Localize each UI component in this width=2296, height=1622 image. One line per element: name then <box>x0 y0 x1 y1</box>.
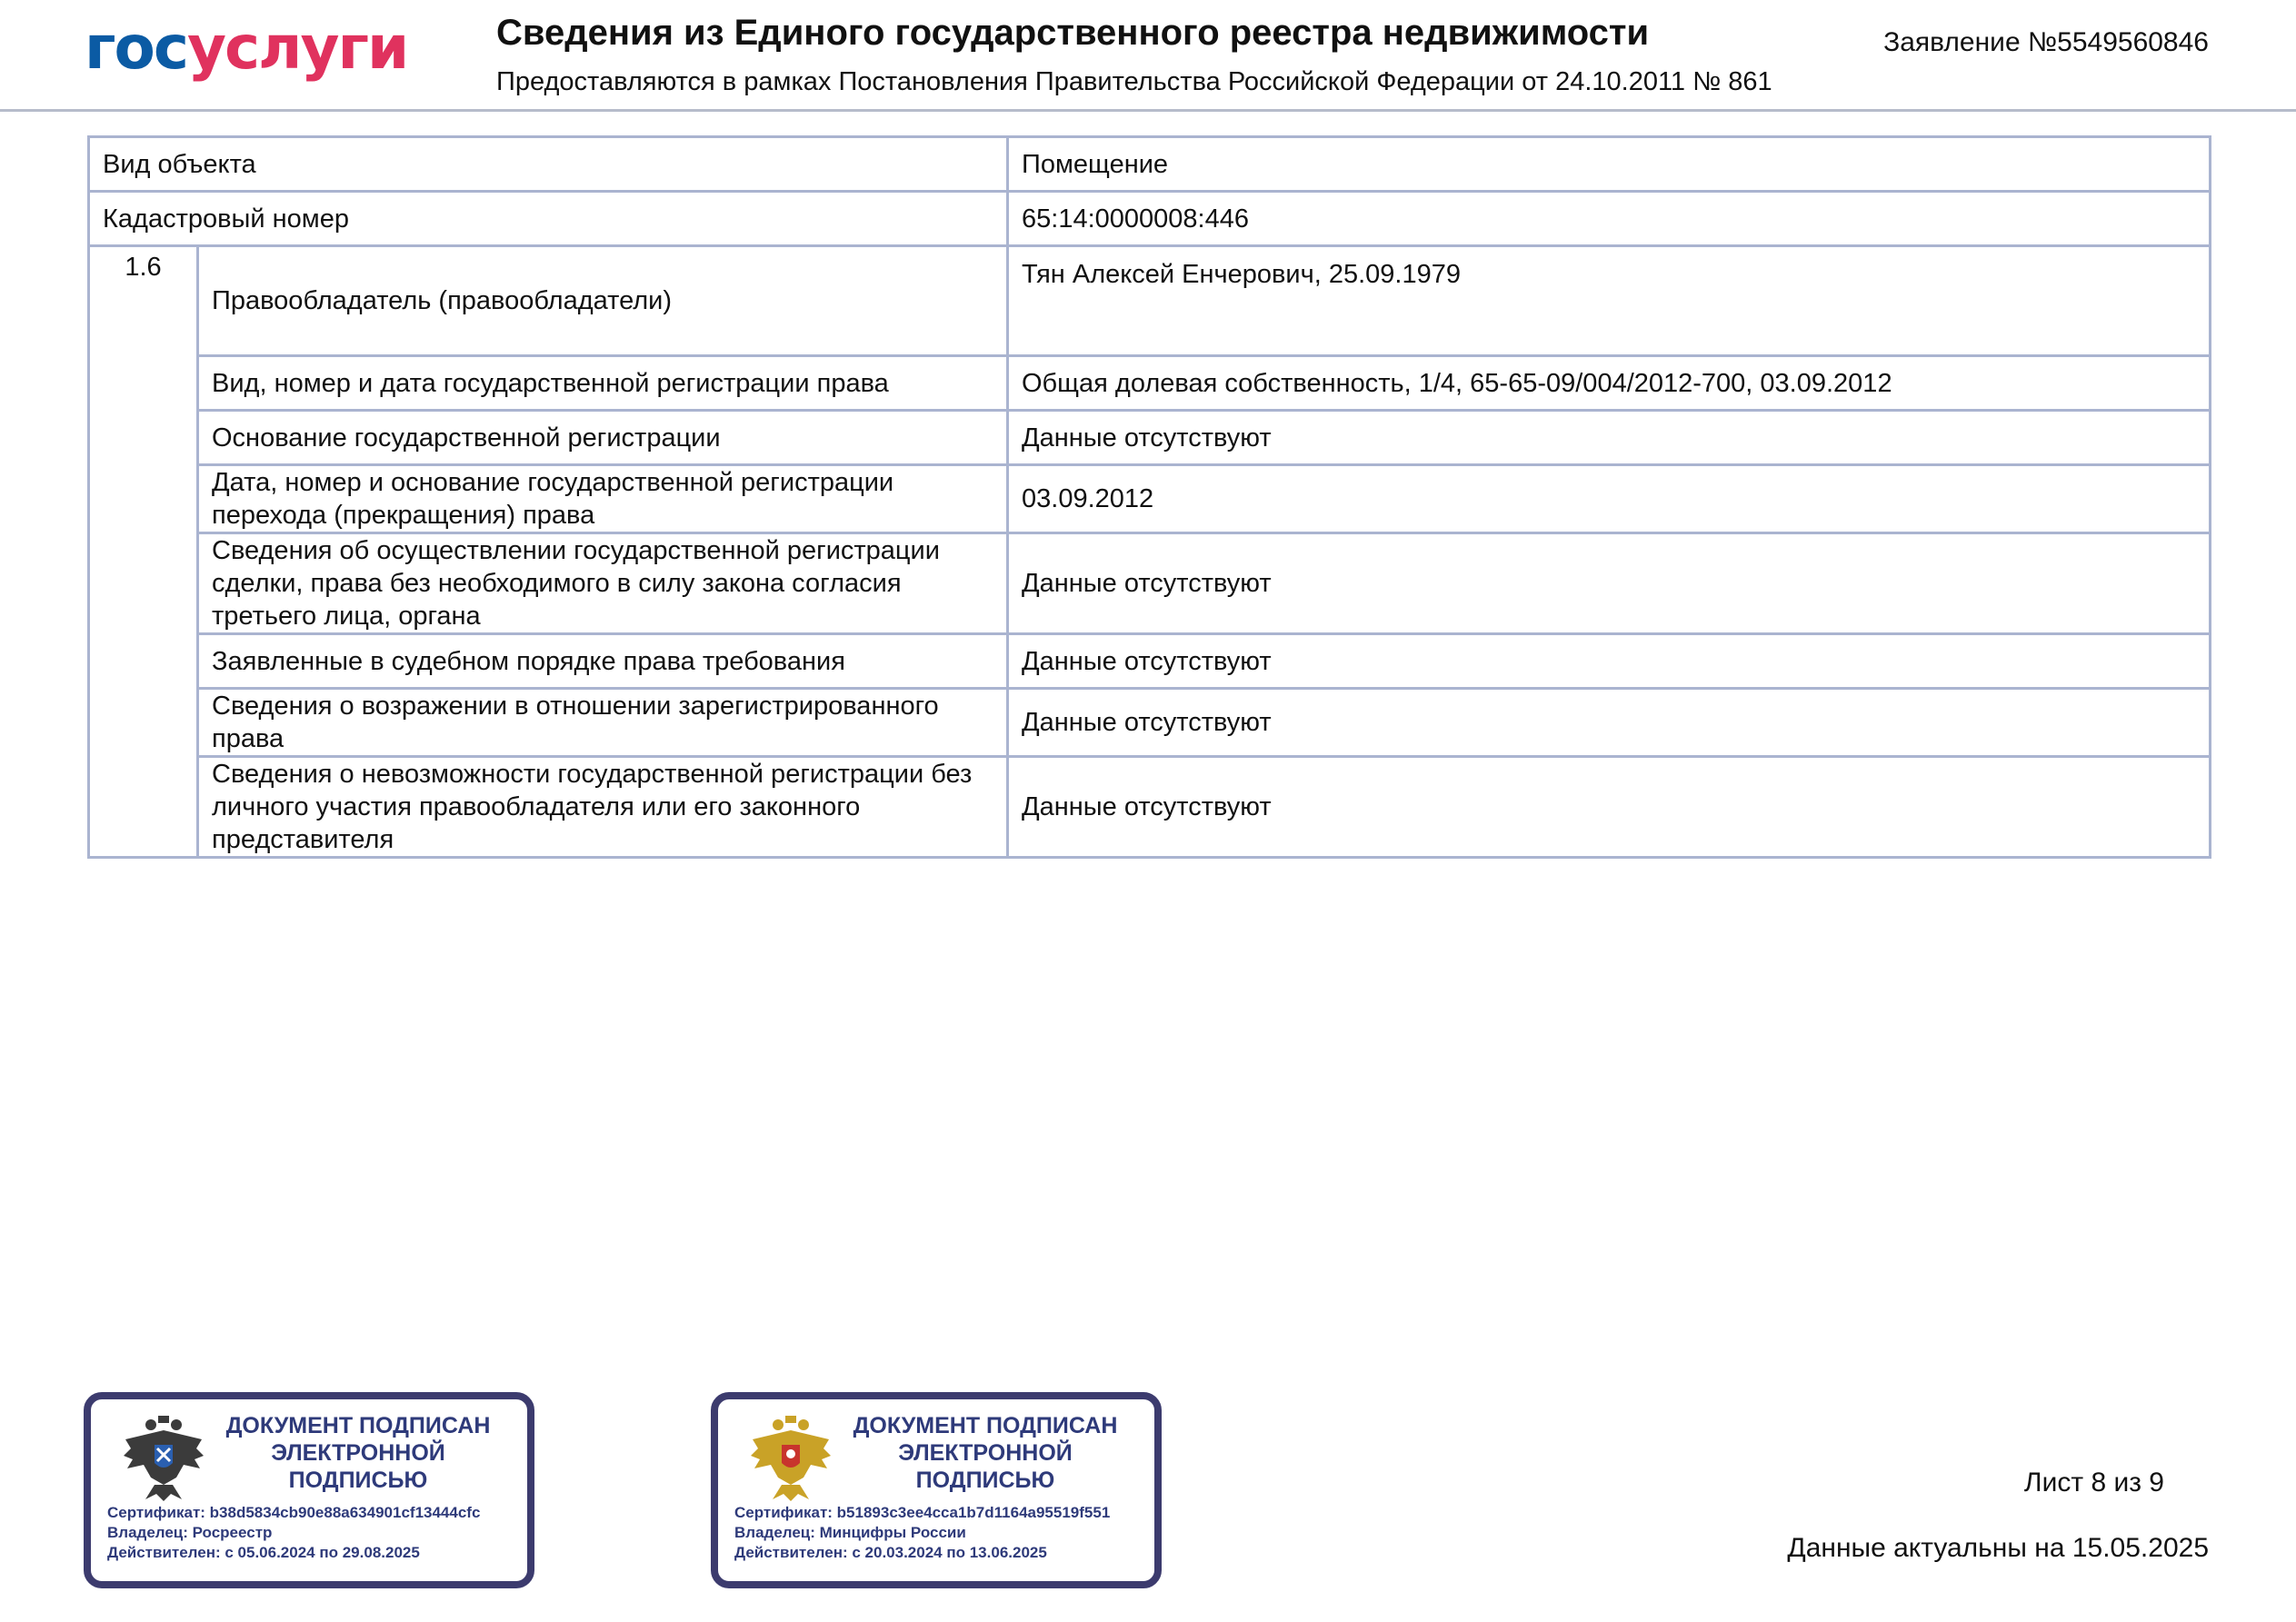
table-row <box>89 757 2211 858</box>
stamp-certificate: Сертификат: b51893c3ee4cca1b7d1164a95519f551 <box>734 1504 1111 1521</box>
table-row-object-type <box>89 137 2211 192</box>
russia-coat-of-arms-icon <box>745 1412 836 1503</box>
cadastral-value: 65:14:0000008:446 <box>1008 192 2211 246</box>
row-label: Сведения об осуществлении государственной регистрации сделки, права без необходимого в силу закона согласия третьего лица, органа <box>198 533 1008 634</box>
row-value: Данные отсутствуют <box>1008 757 2211 858</box>
row-label: Заявленные в судебном порядке права требования <box>198 634 1008 689</box>
table-row <box>89 411 2211 465</box>
row-value: Общая долевая собственность, 1/4, 65-65-09/004/2012-700, 03.09.2012 <box>1008 356 2211 411</box>
table-row <box>89 356 2211 411</box>
sheet-number: Лист 8 из 9 <box>2023 1468 2164 1498</box>
row-value: Тян Алексей Енчерович, 25.09.1979 <box>1008 246 2211 356</box>
signature-stamp-rosreestr <box>84 1392 534 1588</box>
table-row-cadastral <box>89 192 2211 246</box>
row-label: Сведения о возражении в отношении зарегистрированного права <box>198 689 1008 757</box>
stamp-validity: Действителен: с 20.03.2024 по 13.06.2025 <box>734 1544 1047 1561</box>
row-value: 03.09.2012 <box>1008 465 2211 533</box>
row-value: Данные отсутствуют <box>1008 689 2211 757</box>
stamp-certificate: Сертификат: b38d5834cb90e88a634901cf13444cfc <box>107 1504 481 1521</box>
stamp-details <box>107 1503 480 1563</box>
table-row <box>89 689 2211 757</box>
stamp-validity: Действителен: с 05.06.2024 по 29.08.2025 <box>107 1544 420 1561</box>
data-actual-date: Данные актуальны на 15.05.2025 <box>1787 1533 2209 1563</box>
table-row <box>89 465 2211 533</box>
row-label: Сведения о невозможности государственной регистрации без личного участия правообладателя или его законного представителя <box>198 757 1008 858</box>
object-type-value: Помещение <box>1008 137 2211 192</box>
stamp-owner: Владелец: Минцифры России <box>734 1524 966 1541</box>
row-label: Дата, номер и основание государственной регистрации перехода (прекращения) права <box>198 465 1008 533</box>
signature-stamp-mintsifry <box>711 1392 1162 1588</box>
gosuslugi-logo <box>85 7 407 89</box>
row-label: Основание государственной регистрации <box>198 411 1008 465</box>
stamp-details <box>734 1503 1110 1563</box>
application-number: Заявление №5549560846 <box>1883 27 2209 57</box>
rosreestr-eagle-icon <box>118 1412 209 1503</box>
row-label: Вид, номер и дата государственной регистрации права <box>198 356 1008 411</box>
document-header <box>0 0 2296 112</box>
row-value: Данные отсутствуют <box>1008 411 2211 465</box>
stamp-owner: Владелец: Росреестр <box>107 1524 273 1541</box>
section-number: 1.6 <box>89 246 198 858</box>
document-title: Сведения из Единого государственного реестра недвижимости <box>496 13 1650 53</box>
row-label: Правообладатель (правообладатели) <box>198 246 1008 356</box>
document-subtitle: Предоставляются в рамках Постановления Правительства Российской Федерации от 24.10.2011 № 861 <box>496 67 1772 96</box>
cadastral-label: Кадастровый номер <box>89 192 1008 246</box>
row-value: Данные отсутствуют <box>1008 634 2211 689</box>
table-row <box>89 634 2211 689</box>
registry-table <box>87 135 2211 859</box>
table-row <box>89 246 2211 356</box>
logo-part-gos: гос <box>85 13 187 83</box>
stamp-title: ДОКУМЕНТ ПОДПИСАН ЭЛЕКТРОННОЙ ПОДПИСЬЮ <box>853 1413 1118 1493</box>
stamp-title: ДОКУМЕНТ ПОДПИСАН ЭЛЕКТРОННОЙ ПОДПИСЬЮ <box>225 1413 491 1493</box>
logo-part-uslugi: услуги <box>186 13 408 83</box>
row-value: Данные отсутствуют <box>1008 533 2211 634</box>
table-row <box>89 533 2211 634</box>
object-type-label: Вид объекта <box>89 137 1008 192</box>
